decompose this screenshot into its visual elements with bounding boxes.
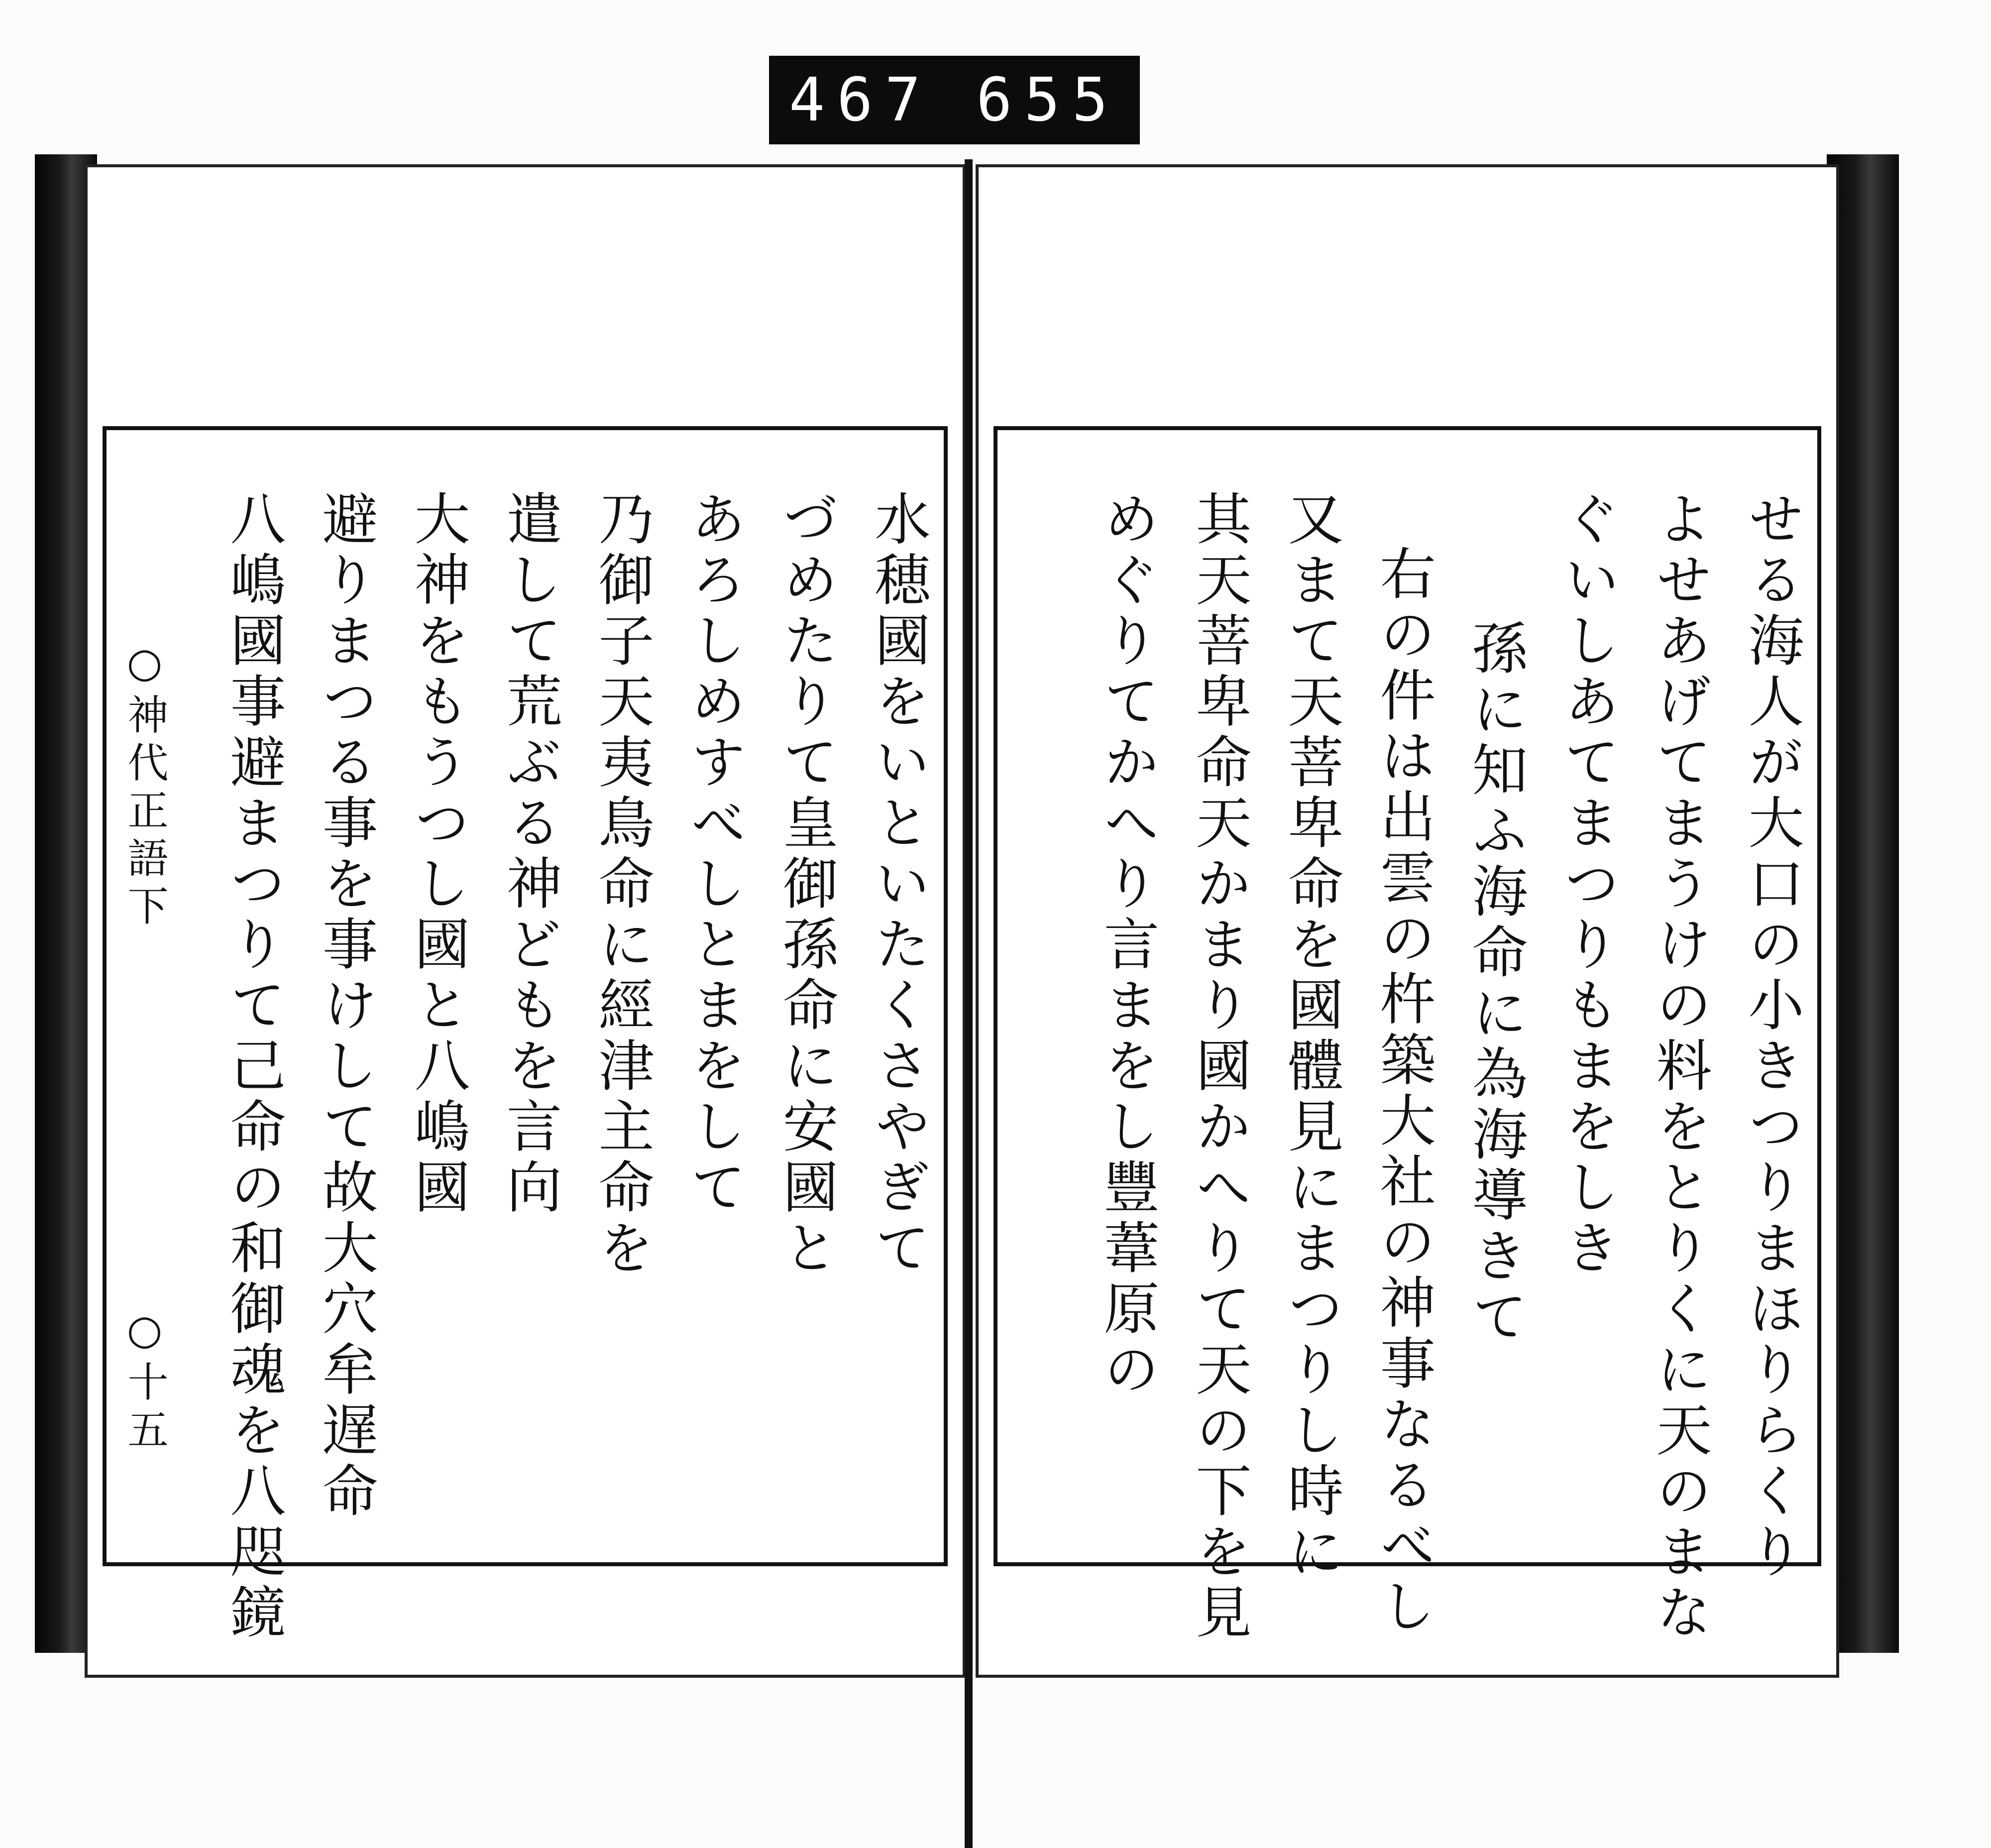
text-line: 孫に知ふ海命に為海導きて <box>1463 619 1528 1348</box>
text-line: 八嶋國事避まつりて己命の和御魂を八咫鏡 <box>221 490 286 1644</box>
right-page <box>976 164 1839 1678</box>
text-line: せる海人が大口の小きつりまほりらくり <box>1739 490 1804 1583</box>
film-frame-number-right: 655 <box>976 65 1120 135</box>
text-line: 水穂國をいといたくさやぎて <box>866 490 930 1279</box>
text-line: 其天菩卑命天かまり國かへりて天の下を見 <box>1187 490 1251 1644</box>
running-title: ○神代正語下 <box>121 639 168 932</box>
right-page-text-frame <box>994 426 1821 1644</box>
text-line: 又まて天菩卑命を國體見にまつりし時に <box>1279 490 1343 1583</box>
film-frame-number <box>769 56 1140 144</box>
text-line: 大神をもうつし國と八嶋國 <box>405 490 470 1219</box>
text-line: ぐいしあてまつりもまをしき <box>1555 490 1620 1279</box>
text-line: 遣して荒ぶる神どもを言向 <box>497 490 562 1219</box>
folio: ○十五 <box>121 1306 168 1456</box>
text-line: 乃御子天夷鳥命に經津主命を <box>589 490 654 1279</box>
text-line: づめたりて皇御孫命に安國と <box>774 490 838 1279</box>
text-line: 右の件は出雲の杵築大社の神事なるべし <box>1371 545 1436 1638</box>
left-page <box>85 164 966 1678</box>
text-line: よせあげてまうけの料をとりくに天のまな <box>1647 490 1712 1644</box>
text-line: あろしめすべしとまをして <box>681 490 746 1219</box>
film-frame-number-left: 467 <box>789 65 933 135</box>
text-line: めぐりてかへり言まをし豐葦原の <box>1095 490 1159 1401</box>
text-line: 避りまつる事を事けして故大穴牟遅命 <box>313 490 378 1522</box>
left-page-text-frame <box>103 426 948 1644</box>
book-gutter <box>965 159 973 1848</box>
